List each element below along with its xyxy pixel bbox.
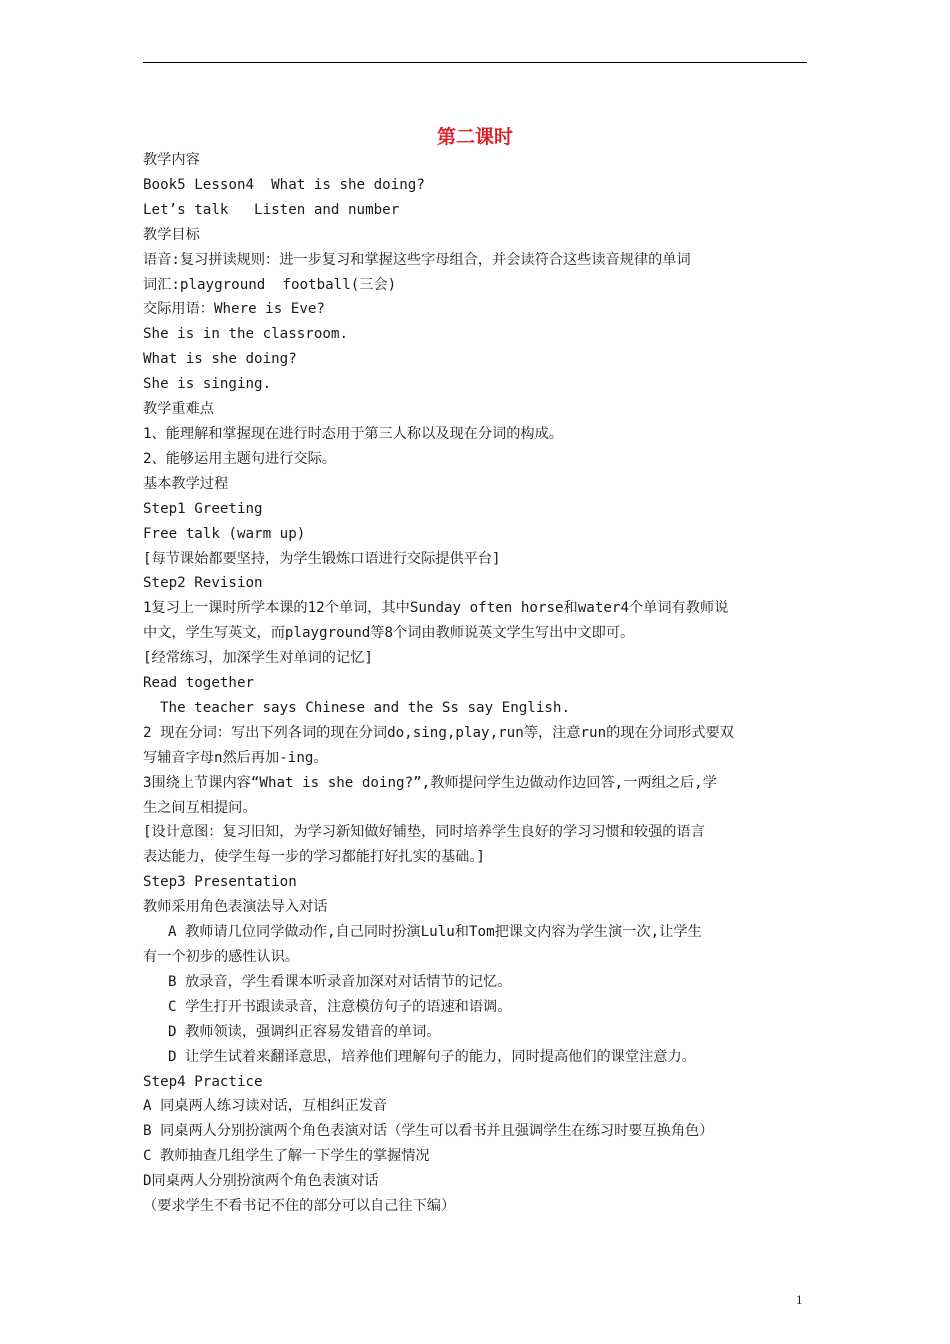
text-line: Step3 Presentation	[143, 874, 297, 891]
text-line: [每节课始都要坚持，为学生锻炼口语进行交际提供平台]	[143, 550, 501, 567]
text-line: Book5 Lesson4 What is she doing?	[143, 176, 425, 193]
text-line: 生之间互相提问。	[143, 799, 257, 816]
text-line: [设计意图：复习旧知，为学习新知做好铺垫，同时培养学生良好的学习习惯和较强的语言	[143, 824, 705, 841]
text-line: 中文，学生写英文，而playground等8个词由教师说英文学生写出中文即可。	[143, 625, 635, 642]
document-body	[143, 148, 811, 1219]
header-rule	[143, 62, 807, 63]
text-line: D同桌两人分别扮演两个角色表演对话	[143, 1173, 379, 1190]
text-line: A 同桌两人练习读对话，互相纠正发音	[143, 1098, 388, 1115]
text-line: 3围绕上节课内容“What is she doing?”,教师提问学生边做动作边回答,一两组之后,学	[143, 774, 717, 791]
text-line: 教学内容	[143, 152, 200, 168]
text-line: 有一个初步的感性认识。	[143, 949, 300, 965]
text-line: 交际用语：Where is Eve?	[143, 301, 325, 318]
text-line: 写辅音字母n然后再加-ing。	[143, 749, 328, 766]
text-line: C 学生打开书跟读录音，注意模仿句子的语速和语调。	[168, 998, 512, 1015]
text-line: Free talk (warm up)	[143, 525, 306, 542]
text-line: 基本教学过程	[143, 475, 229, 492]
text-line: 2 现在分词：写出下列各词的现在分词do,sing,play,run等，注意run的现在分词形式要双	[143, 724, 734, 741]
text-line: 1、能理解和掌握现在进行时态用于第三人称以及现在分词的构成。	[143, 425, 563, 442]
text-line: D 让学生试着来翻译意思，培养他们理解句子的能力，同时提高他们的课堂注意力。	[168, 1048, 696, 1065]
text-line: 2、能够运用主题句进行交际。	[143, 450, 336, 467]
text-line: A 教师请几位同学做动作,自己同时扮演Lulu和Tom把课文内容为学生演一次,让学生	[168, 924, 702, 941]
text-line: 表达能力，使学生每一步的学习都能打好扎实的基础。]	[143, 849, 485, 866]
page-title: 第二课时	[436, 126, 513, 148]
text-line: The teacher says Chinese and the Ss say English.	[160, 699, 570, 716]
text-line: Read together	[143, 675, 255, 692]
text-line: B 同桌两人分别扮演两个角色表演对话（学生可以看书并且强调学生在练习时要互换角色）	[143, 1123, 714, 1140]
text-line: 词汇:playground football(三会)	[143, 276, 397, 293]
text-line: B 放录音，学生看课本听录音加深对对话情节的记忆。	[168, 973, 512, 990]
text-line: Step2 Revision	[143, 575, 263, 592]
text-line: （要求学生不看书记不住的部分可以自己往下编）	[143, 1198, 456, 1215]
text-line: 语音:复习拼读规则：进一步复习和掌握这些字母组合，并会读符合这些读音规律的单词	[143, 251, 691, 268]
text-line: What is she doing?	[143, 351, 297, 368]
text-line: C 教师抽查几组学生了解一下学生的掌握情况	[143, 1148, 430, 1165]
page-number: 1	[796, 1292, 803, 1307]
text-line: She is singing.	[143, 376, 272, 393]
text-line: D 教师领读，强调纠正容易发错音的单词。	[168, 1023, 441, 1040]
text-line: 1复习上一课时所学本课的12个单词，其中Sunday often horse和water4个单词有教师说	[143, 600, 729, 617]
text-line: She is in the classroom.	[143, 326, 348, 343]
text-line: [经常练习，加深学生对单词的记忆]	[143, 650, 373, 667]
text-line: 教师采用角色表演法导入对话	[143, 899, 328, 916]
text-line: Step4 Practice	[143, 1073, 263, 1090]
text-line: 教学重难点	[143, 401, 214, 418]
text-line: 教学目标	[143, 226, 200, 243]
text-line: Let’s talk Listen and number	[143, 201, 400, 218]
text-line: Step1 Greeting	[143, 500, 263, 517]
